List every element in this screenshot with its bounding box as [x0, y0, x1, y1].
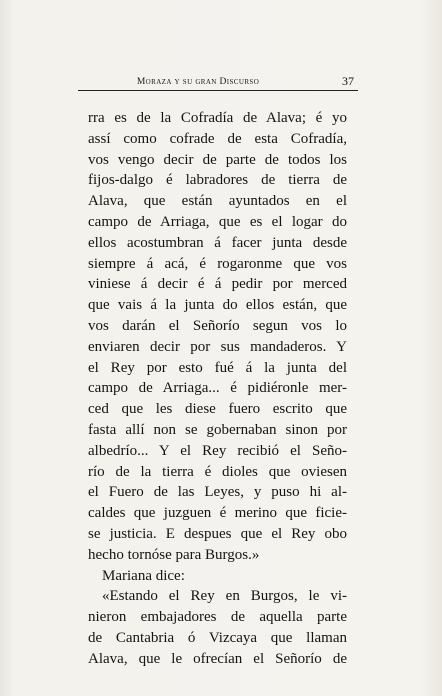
text-line: assí como cofrade de esta Cofradía,	[88, 130, 347, 147]
text-line: fijos-dalgo é labradores de tierra de	[88, 172, 347, 189]
text-line: el Rey por esto fué á la junta del	[88, 359, 347, 376]
text-line: enviaren decir por sus mandaderos. Y	[88, 338, 347, 355]
running-header	[78, 76, 358, 91]
text-line: «Estando el Rey en Burgos, le vi-	[102, 588, 347, 605]
page-number: 37	[342, 74, 354, 88]
text-line: vos darán el Señorío segun vos lo	[88, 317, 347, 334]
running-title: Moraza y su gran Discurso	[136, 77, 260, 87]
text-line: viniese á decir é á pedir por merced	[88, 276, 347, 293]
text-line: rra es de la Cofradía de Alava; é yo	[88, 110, 347, 126]
text-line: siempre á acá, é rogaronme que vos	[88, 255, 347, 272]
text-line: nieron embajadores de aquella parte	[88, 609, 347, 626]
text-line: río de la tierra é dioles que oviesen	[88, 463, 347, 480]
text-line: que vais á la junta do ellos están, que	[88, 297, 347, 314]
text-line: vos vengo decir de parte de todos los	[88, 151, 347, 168]
text-line: Alava, que están ayuntados en el	[88, 193, 347, 210]
text-line: se justicia. E despues que el Rey obo	[88, 525, 347, 542]
text-line: campo de Arriaga, que es el logar do	[88, 213, 347, 230]
text-line: de Cantabria ó Vizcaya que llaman	[88, 629, 347, 646]
text-line: albedrío... Y el Rey recibió el Seño-	[88, 442, 347, 459]
text-line: el Fuero de las Leyes, y puso hi al-	[88, 484, 347, 501]
text-line: campo de Arriaga... é pidiéronle mer-	[88, 380, 347, 397]
text-line: ellos acostumbran á facer junta desde	[88, 234, 347, 251]
text-line: caldes que juzguen é merino que ficie-	[88, 505, 347, 522]
text-line: ced que les diese fuero escrito que	[88, 401, 347, 418]
text-line: Mariana dice:	[102, 567, 185, 584]
body-text	[88, 108, 347, 670]
text-line: Alava, que le ofrecían el Señorío de	[88, 650, 347, 667]
text-line: fasta allí non se gobernaban sinon por	[88, 421, 347, 438]
text-line: hecho tornóse para Burgos.»	[88, 546, 260, 563]
